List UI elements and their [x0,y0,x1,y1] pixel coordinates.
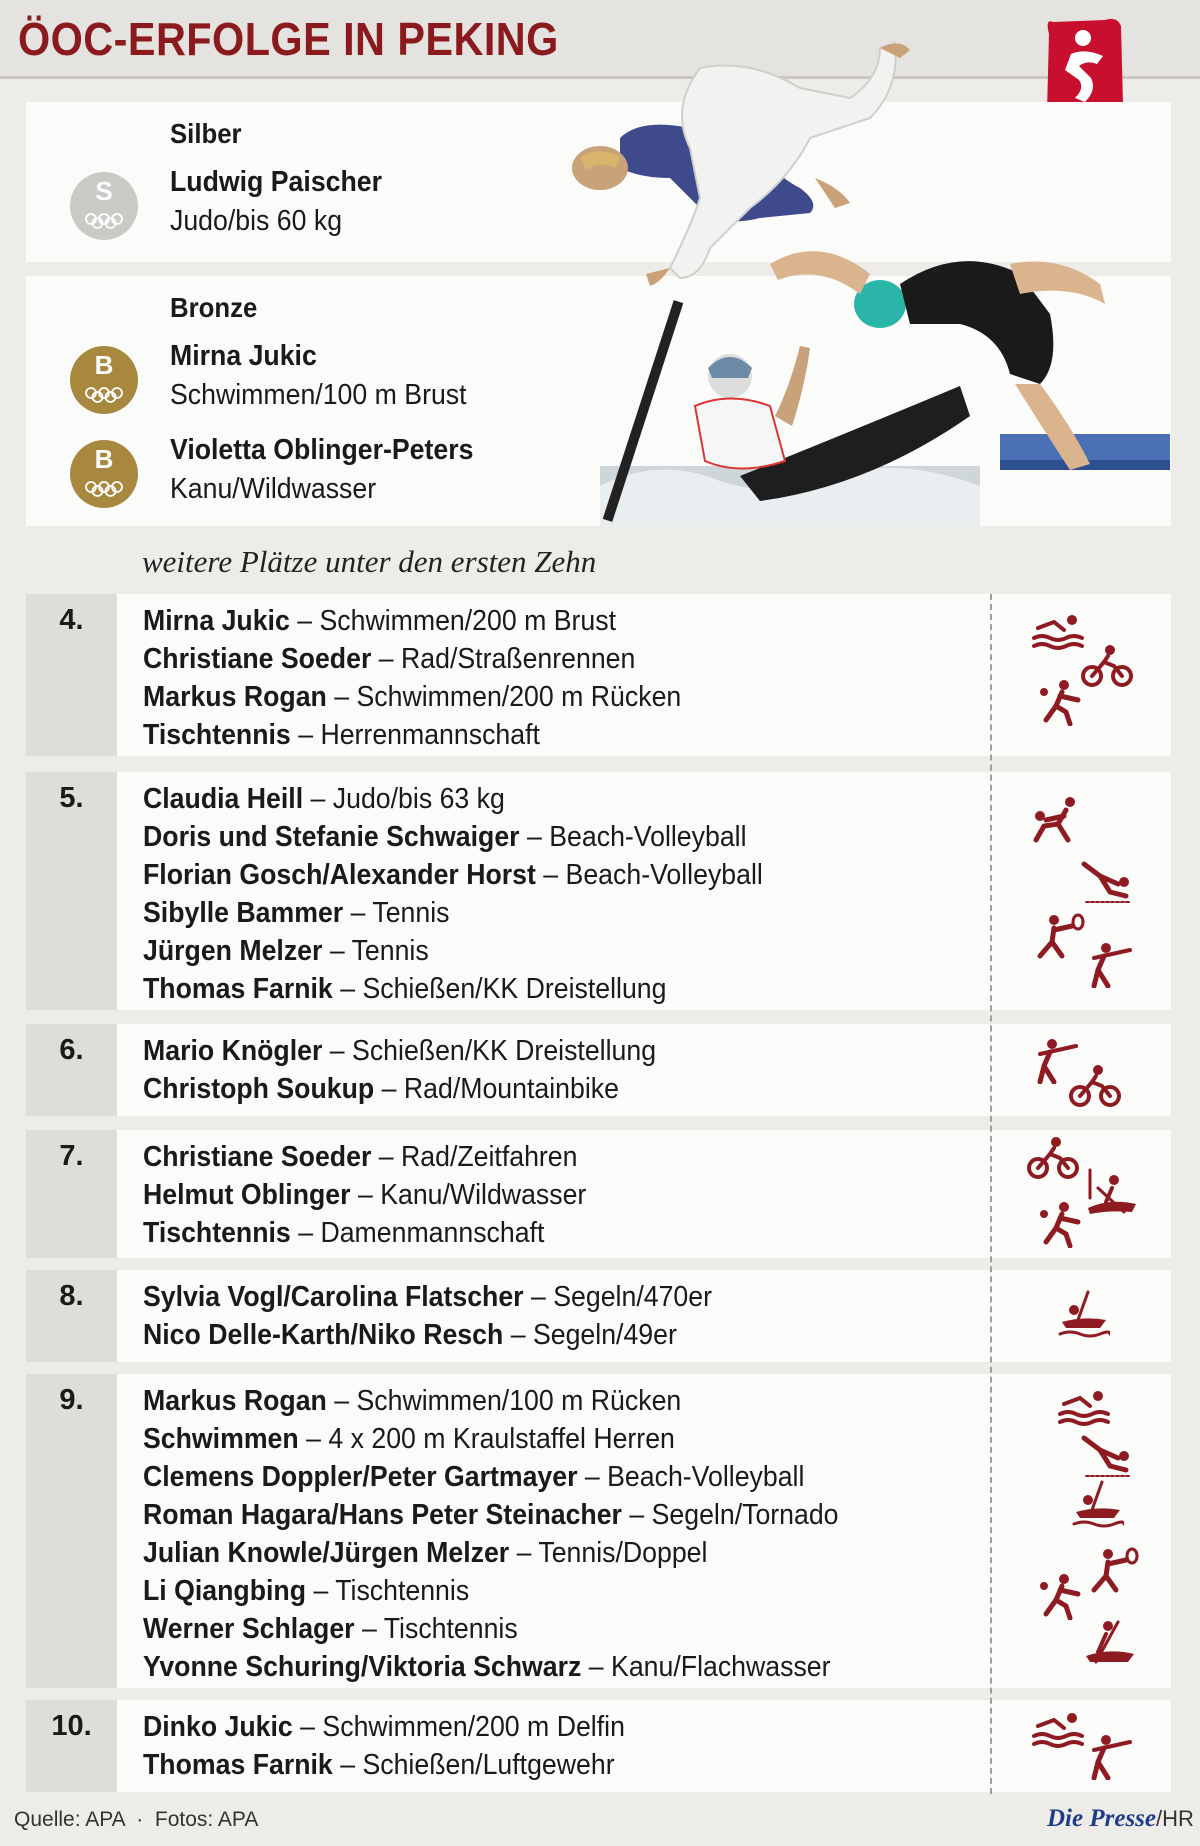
rank-entries [143,780,817,1008]
athlete-name: Christiane Soeder [143,1141,372,1173]
shooting-icon [1080,1732,1134,1780]
medal-letter: B [94,444,114,474]
list-item [143,1708,625,1746]
athlete-name: Tischtennis [143,719,291,751]
rank-number: 6. [59,1034,84,1066]
event-name: Beach-Volleyball [607,1461,805,1493]
separator: – [523,1281,554,1313]
list-item [143,1316,712,1354]
separator: – [298,1423,329,1455]
rank-cell [26,1130,117,1258]
event-name: Segeln/49er [532,1319,677,1351]
list-item [143,1610,839,1648]
swimming-icon [1056,1384,1110,1432]
bronze-medal-badge [70,440,138,508]
event-name: Rad/Straßenrennen [401,643,636,675]
athlete-name: Mirna Jukic [143,605,290,637]
rank-cell [26,1700,117,1792]
judo-icon [1030,796,1084,844]
dashed-divider [990,594,992,1794]
bronze-medal-badge [70,346,138,414]
event-name: 4 x 200 m Kraulstaffel Herren [328,1423,675,1455]
medal-letter: S [95,176,113,206]
bronze-athlete-1: Mirna Jukic [170,340,317,372]
separator: – [290,1217,321,1249]
separator-dot: · [136,1808,144,1831]
rank-block-5 [26,772,1171,1010]
list-item [143,1176,586,1214]
athlete-name: Christoph Soukup [143,1073,375,1105]
list-item [143,1648,839,1686]
event-name: Tennis/Doppel [538,1537,708,1569]
athlete-name: Nico Delle-Karth/Niko Resch [143,1319,504,1351]
list-item [143,1458,839,1496]
event-name: Tennis [372,897,450,929]
brand-logo: Die Presse [1047,1805,1156,1832]
separator: – [292,1711,323,1743]
rank-block-6 [26,1024,1171,1116]
list-item [143,818,763,856]
canoe-sprint-icon [1082,1618,1136,1666]
separator: – [519,821,550,853]
silver-discipline: Judo/bis 60 kg [170,205,343,237]
rank-cell [26,1024,117,1116]
event-name: Segeln/Tornado [651,1499,839,1531]
athlete-name: Doris und Stefanie Schwaiger [143,821,520,853]
separator: – [509,1537,539,1569]
event-name: Schwimmen/100 m Rücken [356,1385,682,1417]
athlete-name: Roman Hagara/Hans Peter Steinacher [143,1499,622,1531]
athlete-name: Dinko Jukic [143,1711,293,1743]
bronze-discipline-2: Kanu/Wildwasser [170,473,377,505]
separator: – [332,973,363,1005]
rank-entries [143,1382,899,1686]
separator: – [289,605,320,637]
athlete-name: Li Qiangbing [143,1575,307,1607]
medal-letter: B [94,350,114,380]
event-name: Schießen/KK Dreistellung [352,1035,657,1067]
rank-entries [143,1708,667,1784]
swimming-icon [1030,608,1084,656]
list-item [143,1746,625,1784]
beach-volleyball-icon [1080,1430,1134,1478]
event-name: Damenmannschaft [320,1217,545,1249]
separator: – [581,1651,612,1683]
separator: – [374,1073,404,1105]
brand-suffix: /HR [1156,1806,1194,1831]
swimming-icon [1030,1706,1084,1754]
rank-number: 8. [59,1280,84,1312]
olympic-rings-icon [84,212,124,230]
rank-block-8 [26,1270,1171,1362]
event-name: Schwimmen/200 m Rücken [356,681,682,713]
athlete-name: Sylvia Vogl/Carolina Flatscher [143,1281,524,1313]
athlete-name: Claudia Heill [143,783,304,815]
event-name: Schwimmen/200 m Brust [319,605,617,637]
athlete-name: Helmut Oblinger [143,1179,351,1211]
bronze-label: Bronze [170,292,258,323]
event-name: Tennis [351,935,429,967]
event-name: Tischtennis [335,1575,470,1607]
list-item [143,640,681,678]
event-name: Schießen/KK Dreistellung [362,973,667,1005]
list-item [143,856,763,894]
event-name: Beach-Volleyball [549,821,747,853]
list-item [143,1572,839,1610]
separator: – [350,1179,381,1211]
list-item [143,1382,839,1420]
canoe-slalom-icon [1084,1168,1138,1216]
list-item [143,1138,586,1176]
separator: – [332,1749,363,1781]
rank-entries [143,1138,625,1252]
rank-block-7 [26,1130,1171,1258]
list-item [143,970,763,1008]
separator: – [306,1575,336,1607]
event-name: Rad/Zeitfahren [401,1141,578,1173]
separator: – [322,1035,353,1067]
event-name: Segeln/470er [553,1281,712,1313]
list-item [143,1070,656,1108]
silver-label: Silber [170,118,242,149]
list-item [143,1420,839,1458]
list-item [143,716,681,754]
rank-number: 7. [59,1140,84,1172]
rank-number: 9. [59,1384,84,1416]
page-title: ÖOC-ERFOLGE IN PEKING [18,13,559,65]
rank-cell [26,1374,117,1688]
rank-entries [143,1032,701,1108]
tennis-icon [1032,912,1086,960]
athlete-name: Jürgen Melzer [143,935,323,967]
athlete-name: Christiane Soeder [143,643,372,675]
rank-cell [26,772,117,1010]
list-item [143,1214,586,1252]
separator: – [577,1461,608,1493]
event-name: Rad/Mountainbike [403,1073,619,1105]
separator: – [371,643,402,675]
sailing-icon [1056,1290,1110,1338]
athlete-name: Sibylle Bammer [143,897,344,929]
athlete-name: Tischtennis [143,1217,291,1249]
athlete-name: Thomas Farnik [143,973,333,1005]
separator: – [354,1613,384,1645]
swimming-photo [760,224,1180,484]
table-tennis-icon [1036,678,1090,726]
separator: – [371,1141,402,1173]
sailing-icon [1070,1480,1124,1528]
olympic-rings-icon [84,480,124,498]
rank-number: 5. [59,782,84,814]
cycling-icon [1026,1134,1080,1182]
footer-credits [14,1808,258,1832]
list-item [143,894,763,932]
table-tennis-icon [1036,1200,1090,1248]
list-item [143,602,681,640]
athlete-name: Yvonne Schuring/Viktoria Schwarz [143,1651,582,1683]
athlete-name: Werner Schlager [143,1613,355,1645]
list-item [143,780,763,818]
publisher-brand [1047,1804,1194,1833]
silver-medal-badge [70,172,138,240]
rank-number: 4. [59,604,84,636]
separator: – [343,897,373,929]
event-name: Herrenmannschaft [320,719,540,751]
rank-number: 10. [51,1710,92,1742]
athlete-name: Schwimmen [143,1423,299,1455]
event-name: Beach-Volleyball [565,859,763,891]
athlete-name: Markus Rogan [143,1385,327,1417]
athlete-name: Clemens Doppler/Peter Gartmayer [143,1461,578,1493]
event-name: Tischtennis [383,1613,518,1645]
separator: – [535,859,566,891]
athlete-name: Thomas Farnik [143,1749,333,1781]
separator: – [326,1385,357,1417]
shooting-icon [1080,940,1134,988]
rank-block-10 [26,1700,1171,1792]
event-name: Kanu/Flachwasser [611,1651,831,1683]
list-item [143,678,681,716]
list-item [143,1032,656,1070]
tennis-icon [1086,1546,1140,1594]
event-name: Judo/bis 63 kg [332,783,505,815]
bronze-athlete-2: Violetta Oblinger-Peters [170,434,474,466]
separator: – [621,1499,652,1531]
subtitle: weitere Plätze unter den ersten Zehn [142,544,597,579]
athlete-name: Florian Gosch/Alexander Horst [143,859,536,891]
event-name: Schießen/Luftgewehr [362,1749,615,1781]
event-name: Schwimmen/200 m Delfin [322,1711,625,1743]
list-item [143,1534,839,1572]
rank-entries [143,1278,761,1354]
source-credit: Quelle: APA [14,1808,125,1831]
rank-entries [143,602,728,754]
list-item [143,1278,712,1316]
athlete-name: Julian Knowle/Jürgen Melzer [143,1537,510,1569]
separator: – [322,935,352,967]
mountainbike-icon [1068,1062,1122,1110]
rank-cell [26,1270,117,1362]
silver-athlete: Ludwig Paischer [170,166,383,198]
olympic-rings-icon [84,386,124,404]
list-item [143,1496,839,1534]
bronze-discipline-1: Schwimmen/100 m Brust [170,379,467,411]
separator: – [326,681,357,713]
rank-block-4 [26,594,1171,756]
athlete-name: Markus Rogan [143,681,327,713]
separator: – [290,719,321,751]
rank-cell [26,594,117,756]
table-tennis-icon [1036,1572,1090,1620]
event-name: Kanu/Wildwasser [380,1179,587,1211]
separator: – [503,1319,533,1351]
photo-credit: Fotos: APA [154,1808,259,1831]
list-item [143,932,763,970]
beach-volleyball-icon [1080,856,1134,904]
rank-block-9 [26,1374,1171,1688]
separator: – [303,783,333,815]
athlete-name: Mario Knögler [143,1035,323,1067]
